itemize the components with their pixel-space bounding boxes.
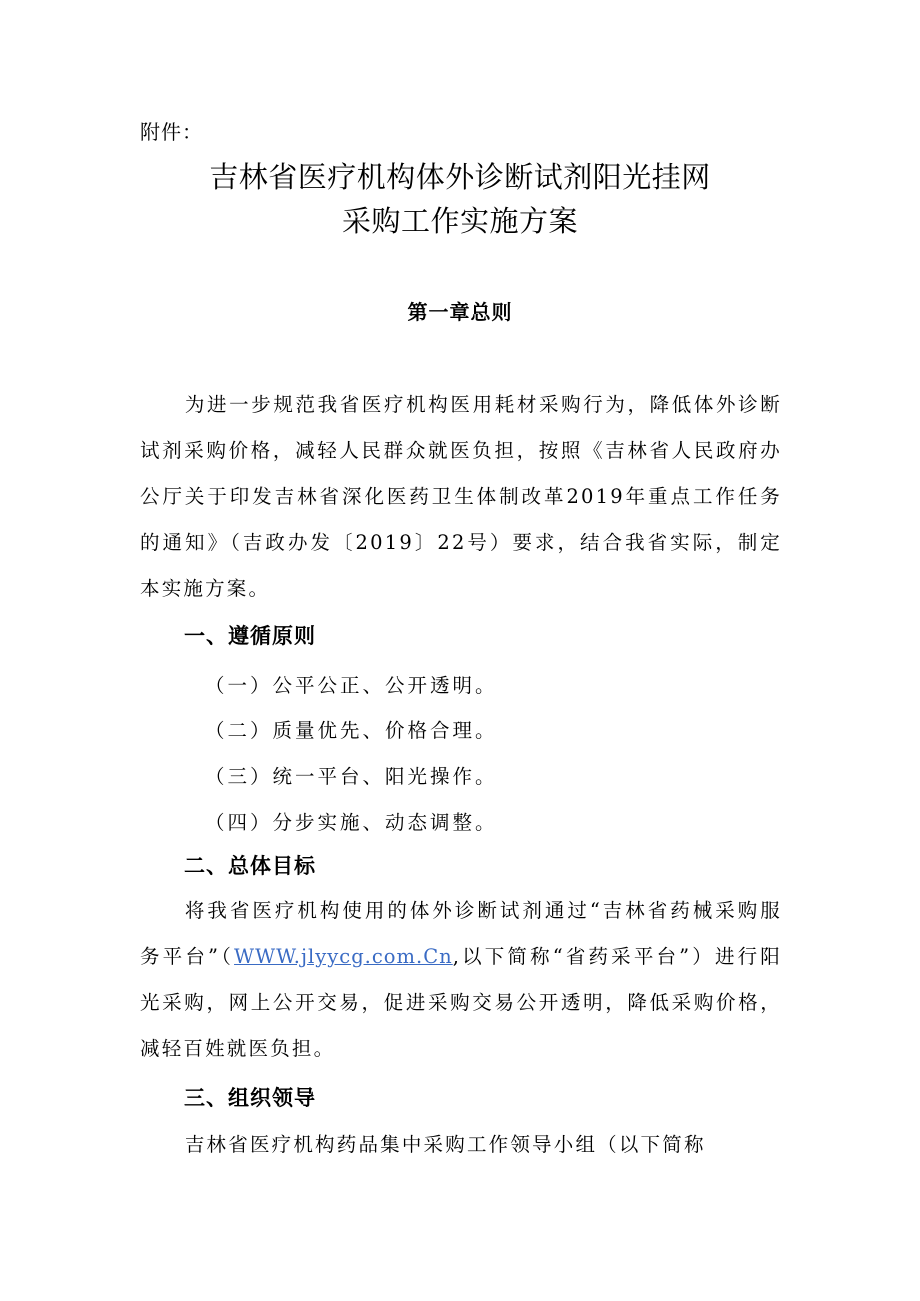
intro-paragraph: 为进一步规范我省医疗机构医用耗材采购行为，降低体外诊断试剂采购价格，减轻人民群众就医负担，按照《吉林省人民政府办公厅关于印发吉林省深化医药卫生体制改革2019年重点工作任务的通知》（吉政办发〔2019〕22号）要求，结合我省实际，制定本实施方案。 [140, 393, 782, 600]
principle-item: （四）分步实施、动态调整。 [205, 811, 498, 834]
goals-paragraph [140, 888, 782, 1072]
principle-item: （二）质量优先、价格合理。 [205, 719, 498, 742]
organization-paragraph: 吉林省医疗机构药品集中采购工作领导小组（以下简称 [184, 1133, 706, 1156]
principle-item: （一）公平公正、公开透明。 [205, 674, 498, 697]
goals-text-before-link: 将我省医疗机构使用的体外诊断试剂通过“吉林省药械采购服务平台”（ [140, 899, 782, 968]
principle-item: （三）统一平台、阳光操作。 [205, 765, 498, 788]
document-title-line1: 吉林省医疗机构体外诊断试剂阳光挂网 [209, 160, 711, 194]
goals-text-after-link: ,以下简称“省药采平台”）进行阳光采购，网上公开交易，促进采购交易公开透明，降低采购价格，减轻百姓就医负担。 [140, 945, 782, 1060]
platform-link[interactable]: WWW.jlyycg.com.Cn [234, 945, 453, 968]
section-heading-goals: 二、总体目标 [184, 854, 316, 878]
attachment-label: 附件： [140, 120, 203, 144]
chapter-title: 第一章总则 [407, 300, 513, 324]
section-heading-principles: 一、遵循原则 [184, 624, 316, 648]
section-heading-organization: 三、组织领导 [184, 1086, 316, 1110]
document-title-line2: 采购工作实施方案 [341, 204, 578, 238]
